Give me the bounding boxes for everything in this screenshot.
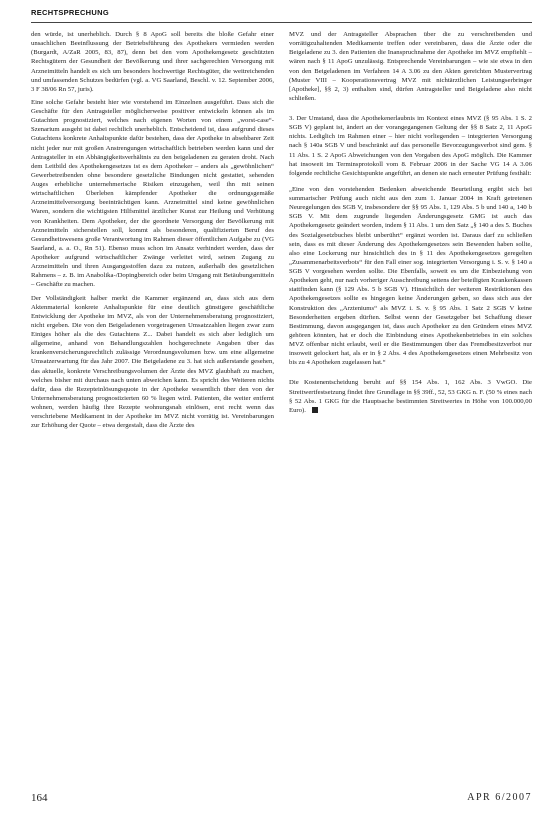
header-rule	[31, 22, 532, 23]
final-text: Die Kostenentscheidung beruht auf §§ 154 Abs. 1, 162 Abs. 3 VwGO. Die Streitwertfestsetzung findet ihre Grundlage in §§ 39ff., 52, 53 GKG n. F. (50 % eines nach § 52 Abs. 1 GKG für die Hauptsache bestimmten Streitwertes in Höhe von 100.000,00 Euro).	[289, 379, 532, 414]
block-quote: „Eine von den vorstehenden Bedenken abweichende Beurteilung ergibt sich bei summarischer Prüfung auch nicht aus den zum 1. Januar 2004 in Kraft getretenen Neuregelungen des SGB V, insbesondere der §§ 95 Abs. 1, 129 Abs. 5 b und 140 a, 140 b SGB V. Mit dem zugrunde liegenden Änderungsgesetz GMG ist auch das Apothekengesetz geändert worden, indem § 11 Abs. 1 um den Satz „§ 140 a des 5. Buches des Sozialgesetzbuches bleibt unberührt“ ergänzt worden ist. Daraus darf zu schließen sein, dass es mit dieser Änderung des Apothekengesetzes sein Bewenden haben sollte, also eine Lockerung nur hinsichtlich des in § 11 des Apothekengesetzes geregelten „Zusammenarbeitsverbots“ für den Fall einer sog. integrierten Versorgung i. S. v. § 140 a SGB V vorgesehen werden sollte. Die Ebenfalls, soweit es um die Einbeziehung von Apotheken geht, nur nach vorheriger Ausschreibung seitens der beteiligten Krankenkassen stattfinden kann (§ 129 Abs. 5 b SGB V). Hinsichtlich der weiteren Restriktionen des Apothekengesetzes sollte es hingegen keine Änderungen geben, so dass sich aus der Konstruktion des „Arzteniums“ als MVZ i. S. v. § 95 Abs. 1 Satz 2 SGB V keine Besonderheiten ergeben dürften. Selbst wenn der Gesetzgeber bei Schaffung dieser Bestimmung, davon ausgegangen ist, dass auch Apotheker zu den Gründern eines MVZ gehören könnten, hat er doch die Einbindung eines Apothekenbetriebes in ein solches MVZ offenbar nicht erlaubt, weil er die Bestimmungen über das Fremdbesitzverbot nur insoweit gelockert hat, als er in § 2 Abs. 4 des Apothekengesetzes einen Mehrbesitz von bis zu 4 Apotheken zugelassen hat.“	[289, 185, 532, 367]
journal-issue: APR 6/2007	[467, 792, 532, 803]
left-column	[31, 30, 274, 430]
paragraph: Der Vollständigkeit halber merkt die Kammer ergänzend an, dass sich aus dem Aktenmaterial konkrete Anhaltspunkte für eine deutlich günstigere geschäftliche Entwicklung der Apotheke im MVZ, als von der Unternehmensberatung prognostiziert, nicht ergeben. Die von den Beigeladenen vorgetragenen Umsatzzahlen liegen zwar zum Einiges höher als die des Gutachtens Z... Dabei handelt es sich aber lediglich um allgemeine, anhand von Behandlungszahlen hochgerechnete Angaben über das krankenversicherungsrechtlich zulässige Verordnungsvolumen bzw. um eine allgemeine Umsatzerwartung für das Jahr 2007. Die Beigeladene zu 3. hat sich außerstande gesehen, das aktuelle, konkrete Verschreibungsvolumen der Ärzte des MVZ glaubhaft zu machen, welches bisher mit durchaus nach unten abweichen kann. Es spricht des Weiteren nichts dafür, dass die Rezepteinlösungsquote in der Apotheke wesentlich über den von der Unternehmensberatung prognostizierten 60 % liegen wird. Patienten, die weiter entfernt wohnen, werden häufig ihre Rezepte wohnungsnah einlösen, erst recht wenn das verschriebene Medikament in der Apotheke im MVZ nicht vorrätig ist. Vereinbarungen zur Erhöhung der Quote – etwa dergestalt, dass die Ärzte des	[31, 294, 274, 430]
paragraph: Eine solche Gefahr besteht hier wie vorstehend im Einzelnen ausgeführt. Dass sich die Geschäfte für den Antragsteller möglicherweise positiver entwickeln können als im Gutachten prognostiziert, welches nach eigenen Worten von einem „worst-case“-Szenarium ausgeht ist dabei rechtlich unerheblich. Entscheidend ist, dass aufgrund dieses Gutachtens konkrete Anhaltspunkte dafür bestehen, dass der Apotheke in absehbarer Zeit nicht jeder nur mit großen Anstrengungen wirtschaftlich betrieben werden kann und der Antragsteller in ein Abhängigkeitsverhältnis zu den beigeladenen zu geraten droht. Nach dem Leitbild des Apothekengesetzes ist es dem Apotheker – anders als „gewöhnlichen“ Gewerbetreibenden ohne besondere gesetzliche Bindungen nicht gestattet, sehenden Auges erhebliche unternehmerische Risiken einzugehen, weil ihn mit seinen wirtschaftlichen Überleben kämpfender Apotheker die ordnungsgemäße Arzneimittelversorgung beeinträchtigen kann. Arzneimittel sind keine gewöhnlichen Waren, sondern die wichtigsten Hilfsmittel ärztlicher Kunst zur Heilung und Verhütung von Krankheiten. Dem Apotheker, der die geordnete Versorgung der Bevölkerung mit Arzneimitteln sicherstellen soll, kommt als besonderen, qualifizierten Beruf des Gesundheitswesens große Verantwortung im Rahmen dieser öffentlichen Aufgabe zu (VG Saarland, a. a. O., Rn 51). Ebenso muss schon im Ansatz verhindert werden, dass der Apotheker aufgrund wirtschaftlicher Zwänge verleitet wird, seinen Zugang zu Arzneimitteln und ihren Ausgangsstoffen dazu zu nutzen, außerhalb des gesetzlichen Rahmens – z. B. im Anabolika-/Dopingbereich oder beim Umgang mit Betäubungsmitteln – Geschäfte zu machen.	[31, 98, 274, 289]
section-header: RECHTSPRECHUNG	[31, 8, 109, 17]
paragraph: MVZ und der Antragsteller Absprachen über die zu verschreibenden und vorrätigzuhaltenden Medikamente treffen oder vereinbaren, dass die Ärzte oder die Beigeladene zu 3. den Patienten die Inanspruchnahme der Apotheke im MVZ empfiehlt – wären nach § 11 ApoG unzulässig. Entsprechende Vereinbarungen – wie sie etwa in den von den Beigeladenen im Verfahren 14 A 3.06 zu den Akten gereichten Mustervertrag (Muster VIII – Kooperationsvertrag MVZ mit nichtärztlichen Leistungserbringer [Apotheke], §§ 2, 3) enthalten sind, dürfen Antragsteller und Beigeladene also nicht schließen.	[289, 31, 532, 102]
paragraph: den würde, ist unerheblich. Durch § 8 ApoG soll bereits die bloße Gefahr einer unsachlichen Beeinflussung der Betriebsführung des Apothekers vermieden werden (Burgardt, A/ZaR 2005, 83, 87), denn bei den vom Apothekengesetz geschützten Rechtsgütern der Gesundheit der Bevölkerung und ihrer sachgerechten Versorgung mit Arzneimitteln handelt es sich um besonders hochwertige Rechtsgüter, die weitreichenden und umfassenden Schutzes bedürfen (vgl. a. VG Saarland, Beschl. v. 12. September 2006, 3 F 38/06 Rn 57, juris).	[31, 31, 274, 93]
end-of-article-mark	[312, 407, 318, 413]
right-column	[289, 30, 532, 415]
paragraph: 3. Der Umstand, dass die Apothekenerlaubnis im Kontext eines MVZ (§ 95 Abs. 1 S. 2 SGB V) geplant ist, ändert an der vorangegangenen Geltung der §§ 8 Satz 2, 11 ApoG nichts. Lediglich im Rahmen einer – hier nicht vorliegenden – integrierten Versorgung nach § 140a SGB V und beschränkt auf das personelle Bevorzugungsverbot sind gem. § 11 Abs. 1 S. 2 ApoG Abweichungen von den Vorgaben des ApoG möglich. Die Kammer hat insoweit im Terminsprotokoll vom 8. Februar 2006 in der Sache VG 14 A 3.06 folgende rechtliche Gesichtspunkte angeführt, an denen sie nach erneuter Prüfung festhält:	[289, 115, 532, 177]
page-number: 164	[31, 792, 48, 804]
paragraph-final	[289, 378, 532, 415]
